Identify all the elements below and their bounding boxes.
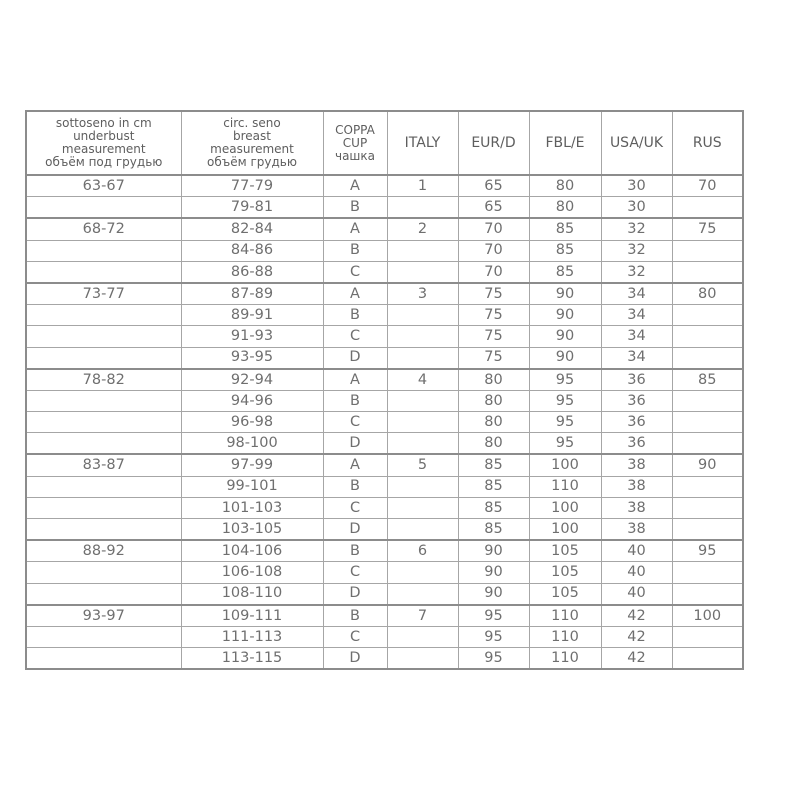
cell-eur-d: 70	[458, 240, 529, 261]
header-underbust-line: объём под грудью	[45, 155, 163, 169]
cell-underbust	[26, 347, 181, 369]
header-underbust	[26, 111, 181, 175]
table-row	[26, 218, 743, 240]
cell-usa-uk: 38	[601, 519, 672, 541]
header-breast	[181, 111, 323, 175]
table-row	[26, 390, 743, 411]
cell-breast: 99-101	[181, 476, 323, 497]
cell-eur-d: 65	[458, 197, 529, 219]
cell-rus	[672, 648, 743, 670]
cell-eur-d: 90	[458, 562, 529, 583]
cell-breast: 94-96	[181, 390, 323, 411]
cell-eur-d: 95	[458, 626, 529, 647]
header-rus: RUS	[672, 111, 743, 175]
cell-eur-d: 80	[458, 433, 529, 455]
table-row	[26, 583, 743, 605]
cell-rus	[672, 305, 743, 326]
cell-rus	[672, 412, 743, 433]
cell-breast: 108-110	[181, 583, 323, 605]
table-row	[26, 648, 743, 670]
cell-breast: 89-91	[181, 305, 323, 326]
cell-cup: B	[323, 197, 387, 219]
cell-italy	[387, 390, 458, 411]
cell-usa-uk: 30	[601, 197, 672, 219]
cell-eur-d: 80	[458, 369, 529, 391]
cell-fbl-e: 95	[529, 390, 601, 411]
table-row	[26, 605, 743, 627]
cell-rus	[672, 433, 743, 455]
cell-fbl-e: 85	[529, 218, 601, 240]
cell-usa-uk: 34	[601, 326, 672, 347]
cell-underbust	[26, 261, 181, 283]
cell-fbl-e: 100	[529, 497, 601, 518]
cell-fbl-e: 95	[529, 412, 601, 433]
cell-italy: 1	[387, 175, 458, 197]
cell-underbust: 83-87	[26, 454, 181, 476]
cell-eur-d: 70	[458, 218, 529, 240]
table-row	[26, 197, 743, 219]
header-eur-d: EUR/D	[458, 111, 529, 175]
cell-breast: 84-86	[181, 240, 323, 261]
cell-fbl-e: 80	[529, 175, 601, 197]
cell-underbust	[26, 390, 181, 411]
cell-breast: 104-106	[181, 540, 323, 562]
header-breast-line: measurement	[210, 142, 294, 156]
cell-eur-d: 75	[458, 326, 529, 347]
cell-eur-d: 90	[458, 540, 529, 562]
cell-usa-uk: 36	[601, 433, 672, 455]
size-chart-table	[25, 110, 744, 670]
table-row	[26, 626, 743, 647]
cell-cup: A	[323, 218, 387, 240]
header-cup-line: чашка	[334, 148, 376, 163]
cell-breast: 86-88	[181, 261, 323, 283]
cell-italy: 6	[387, 540, 458, 562]
table-row	[26, 283, 743, 305]
cell-rus: 100	[672, 605, 743, 627]
header-cup	[323, 111, 387, 175]
cell-cup: D	[323, 433, 387, 455]
cell-fbl-e: 110	[529, 626, 601, 647]
cell-rus	[672, 562, 743, 583]
cell-rus	[672, 326, 743, 347]
cell-cup: D	[323, 648, 387, 670]
cell-eur-d: 65	[458, 175, 529, 197]
table-row	[26, 562, 743, 583]
table-row	[26, 412, 743, 433]
cell-breast: 103-105	[181, 519, 323, 541]
cell-rus	[672, 476, 743, 497]
cell-cup: B	[323, 605, 387, 627]
cell-rus: 75	[672, 218, 743, 240]
cell-underbust: 93-97	[26, 605, 181, 627]
cell-breast: 77-79	[181, 175, 323, 197]
cell-eur-d: 70	[458, 261, 529, 283]
cell-usa-uk: 36	[601, 369, 672, 391]
cell-underbust	[26, 583, 181, 605]
cell-underbust	[26, 497, 181, 518]
cell-usa-uk: 40	[601, 583, 672, 605]
table-row	[26, 519, 743, 541]
cell-eur-d: 85	[458, 519, 529, 541]
cell-usa-uk: 36	[601, 390, 672, 411]
cell-breast: 111-113	[181, 626, 323, 647]
cell-breast: 109-111	[181, 605, 323, 627]
cell-rus	[672, 390, 743, 411]
cell-italy	[387, 197, 458, 219]
cell-fbl-e: 110	[529, 476, 601, 497]
cell-italy: 7	[387, 605, 458, 627]
cell-cup: C	[323, 497, 387, 518]
cell-italy	[387, 519, 458, 541]
cell-cup: B	[323, 540, 387, 562]
cell-rus	[672, 626, 743, 647]
header-underbust-line: sottoseno in cm	[55, 116, 152, 130]
cell-fbl-e: 100	[529, 519, 601, 541]
table-row	[26, 326, 743, 347]
cell-cup: B	[323, 305, 387, 326]
cell-cup: C	[323, 626, 387, 647]
cell-eur-d: 85	[458, 497, 529, 518]
cell-usa-uk: 38	[601, 454, 672, 476]
header-underbust-line: underbust	[73, 129, 135, 143]
cell-italy	[387, 562, 458, 583]
cell-eur-d: 80	[458, 412, 529, 433]
cell-underbust	[26, 433, 181, 455]
header-cup-line: COPPA	[335, 122, 375, 137]
cell-rus: 95	[672, 540, 743, 562]
cell-usa-uk: 38	[601, 497, 672, 518]
table-row	[26, 305, 743, 326]
cell-cup: B	[323, 476, 387, 497]
cell-fbl-e: 110	[529, 605, 601, 627]
cell-fbl-e: 105	[529, 540, 601, 562]
cell-rus: 85	[672, 369, 743, 391]
cell-fbl-e: 95	[529, 369, 601, 391]
header-row	[26, 111, 743, 175]
cell-underbust	[26, 648, 181, 670]
cell-fbl-e: 90	[529, 326, 601, 347]
cell-cup: D	[323, 583, 387, 605]
cell-rus	[672, 497, 743, 518]
cell-cup: C	[323, 562, 387, 583]
table-row	[26, 433, 743, 455]
table-row	[26, 347, 743, 369]
cell-fbl-e: 80	[529, 197, 601, 219]
cell-breast: 106-108	[181, 562, 323, 583]
cell-cup: C	[323, 412, 387, 433]
cell-cup: D	[323, 519, 387, 541]
cell-eur-d: 85	[458, 454, 529, 476]
cell-rus	[672, 240, 743, 261]
cell-underbust: 78-82	[26, 369, 181, 391]
cell-usa-uk: 42	[601, 626, 672, 647]
cell-italy: 4	[387, 369, 458, 391]
cell-eur-d: 95	[458, 648, 529, 670]
cell-usa-uk: 30	[601, 175, 672, 197]
header-usa-uk: USA/UK	[601, 111, 672, 175]
header-underbust-line: measurement	[61, 142, 146, 156]
cell-italy	[387, 240, 458, 261]
cell-usa-uk: 40	[601, 540, 672, 562]
cell-fbl-e: 105	[529, 562, 601, 583]
cell-italy	[387, 433, 458, 455]
cell-eur-d: 75	[458, 283, 529, 305]
table-row	[26, 497, 743, 518]
cell-cup: C	[323, 326, 387, 347]
cell-eur-d: 85	[458, 476, 529, 497]
cell-underbust	[26, 305, 181, 326]
table-row	[26, 369, 743, 391]
cell-italy	[387, 412, 458, 433]
cell-rus	[672, 519, 743, 541]
cell-fbl-e: 85	[529, 240, 601, 261]
cell-breast: 98-100	[181, 433, 323, 455]
header-breast-line: breast	[233, 129, 271, 143]
cell-breast: 91-93	[181, 326, 323, 347]
cell-italy	[387, 326, 458, 347]
header-italy: ITALY	[387, 111, 458, 175]
cell-usa-uk: 32	[601, 261, 672, 283]
cell-italy	[387, 626, 458, 647]
cell-breast: 87-89	[181, 283, 323, 305]
cell-usa-uk: 42	[601, 605, 672, 627]
cell-fbl-e: 90	[529, 283, 601, 305]
cell-italy	[387, 261, 458, 283]
header-cup-line: CUP	[342, 135, 368, 150]
cell-eur-d: 75	[458, 305, 529, 326]
cell-eur-d: 95	[458, 605, 529, 627]
cell-rus	[672, 583, 743, 605]
cell-rus	[672, 261, 743, 283]
cell-fbl-e: 90	[529, 347, 601, 369]
cell-breast: 79-81	[181, 197, 323, 219]
cell-fbl-e: 90	[529, 305, 601, 326]
cell-italy	[387, 497, 458, 518]
table-row	[26, 476, 743, 497]
cell-usa-uk: 34	[601, 283, 672, 305]
size-table-body	[26, 175, 743, 669]
cell-underbust	[26, 197, 181, 219]
cell-rus	[672, 347, 743, 369]
cell-cup: A	[323, 283, 387, 305]
header-breast-line: circ. seno	[223, 116, 281, 130]
cell-underbust: 73-77	[26, 283, 181, 305]
cell-cup: B	[323, 240, 387, 261]
cell-cup: A	[323, 175, 387, 197]
cell-underbust: 63-67	[26, 175, 181, 197]
cell-underbust: 88-92	[26, 540, 181, 562]
header-fbl-e: FBL/E	[529, 111, 601, 175]
cell-usa-uk: 42	[601, 648, 672, 670]
cell-usa-uk: 32	[601, 240, 672, 261]
cell-breast: 82-84	[181, 218, 323, 240]
cell-cup: A	[323, 454, 387, 476]
cell-usa-uk: 34	[601, 305, 672, 326]
cell-underbust	[26, 240, 181, 261]
cell-underbust	[26, 326, 181, 347]
cell-rus: 80	[672, 283, 743, 305]
cell-eur-d: 75	[458, 347, 529, 369]
cell-underbust: 68-72	[26, 218, 181, 240]
cell-italy	[387, 476, 458, 497]
cell-italy: 5	[387, 454, 458, 476]
cell-usa-uk: 34	[601, 347, 672, 369]
header-breast-line: объём грудью	[207, 155, 297, 169]
cell-fbl-e: 100	[529, 454, 601, 476]
cell-cup: B	[323, 390, 387, 411]
cell-usa-uk: 32	[601, 218, 672, 240]
table-row	[26, 261, 743, 283]
cell-cup: A	[323, 369, 387, 391]
cell-breast: 97-99	[181, 454, 323, 476]
cell-fbl-e: 105	[529, 583, 601, 605]
table-row	[26, 240, 743, 261]
cell-fbl-e: 95	[529, 433, 601, 455]
cell-italy: 3	[387, 283, 458, 305]
cell-cup: D	[323, 347, 387, 369]
cell-underbust	[26, 519, 181, 541]
cell-fbl-e: 85	[529, 261, 601, 283]
cell-usa-uk: 40	[601, 562, 672, 583]
cell-usa-uk: 36	[601, 412, 672, 433]
cell-italy: 2	[387, 218, 458, 240]
table-row	[26, 454, 743, 476]
cell-italy	[387, 583, 458, 605]
cell-rus: 90	[672, 454, 743, 476]
cell-italy	[387, 347, 458, 369]
cell-rus: 70	[672, 175, 743, 197]
cell-cup: C	[323, 261, 387, 283]
cell-breast: 93-95	[181, 347, 323, 369]
cell-eur-d: 80	[458, 390, 529, 411]
cell-eur-d: 90	[458, 583, 529, 605]
cell-italy	[387, 305, 458, 326]
cell-fbl-e: 110	[529, 648, 601, 670]
cell-breast: 92-94	[181, 369, 323, 391]
cell-italy	[387, 648, 458, 670]
cell-breast: 96-98	[181, 412, 323, 433]
table-row	[26, 175, 743, 197]
cell-underbust	[26, 476, 181, 497]
cell-underbust	[26, 412, 181, 433]
cell-usa-uk: 38	[601, 476, 672, 497]
table-row	[26, 540, 743, 562]
cell-underbust	[26, 626, 181, 647]
cell-breast: 101-103	[181, 497, 323, 518]
cell-breast: 113-115	[181, 648, 323, 670]
cell-rus	[672, 197, 743, 219]
cell-underbust	[26, 562, 181, 583]
